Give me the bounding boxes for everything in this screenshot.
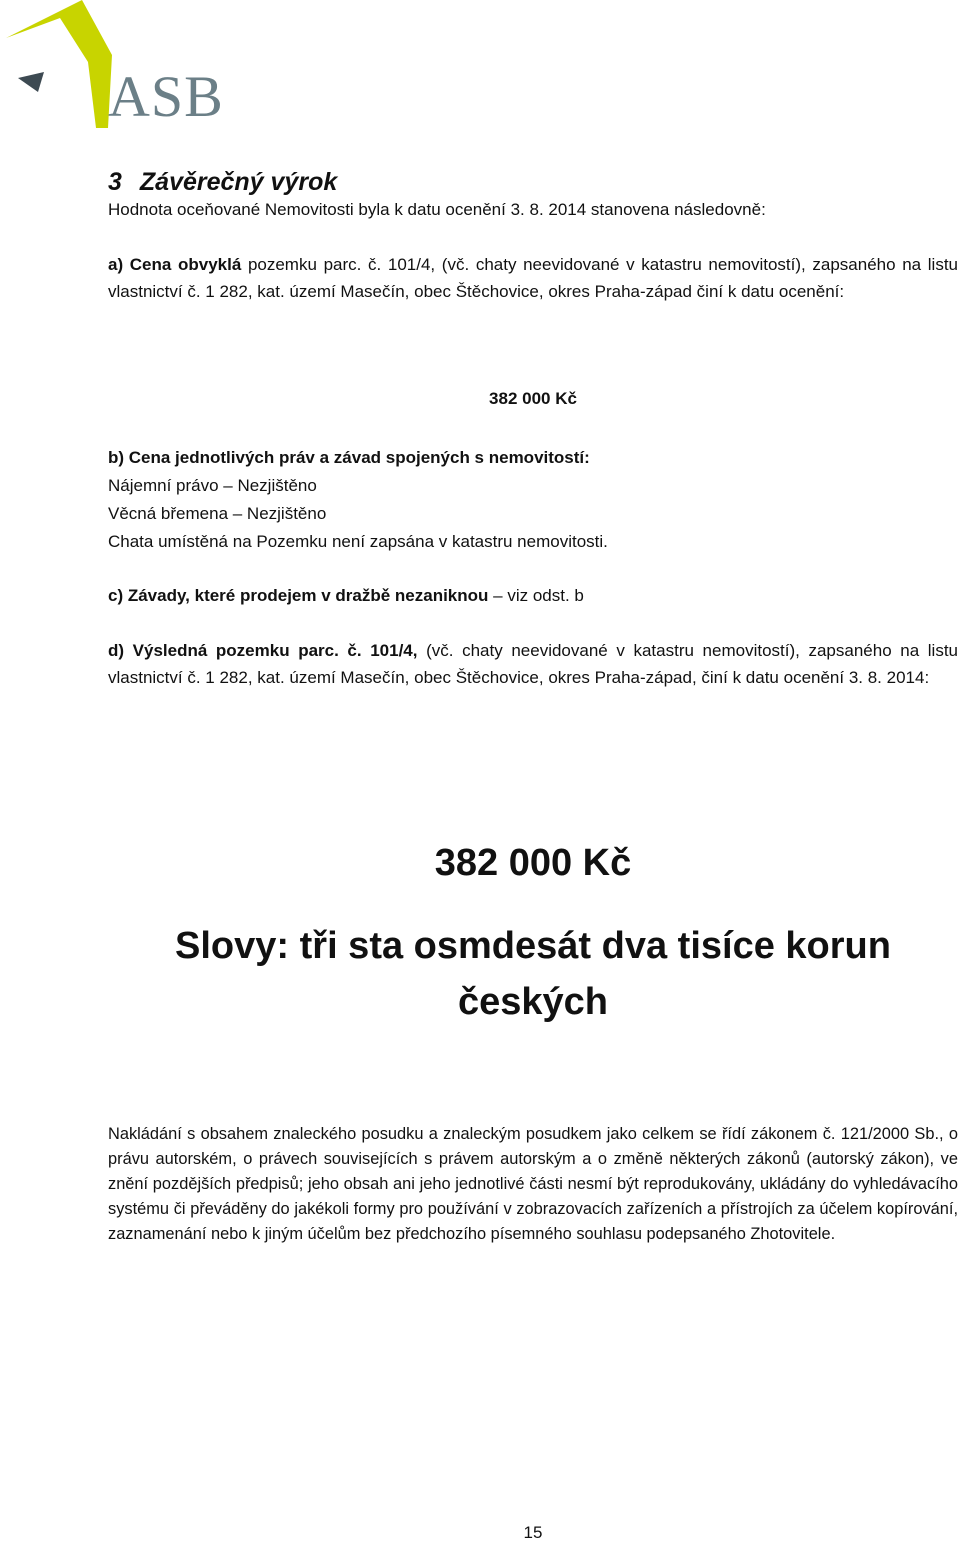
paragraph-b-line-2: Věcná břemena – Nezjištěno [108,504,327,523]
paragraph-c [108,582,958,609]
section-number: 3 [108,168,122,196]
paragraph-c-text: – viz odst. b [488,586,584,605]
price-a [108,389,958,409]
paragraph-c-label: c) Závady, které prodejem v dražbě nezaniknou [108,586,489,605]
section-heading [108,166,958,198]
legal-notice-lead: Nakládání s obsahem znaleckého posudku a znaleckým posudkem jako celkem se řídí zákonem č. 121/2000 Sb. [108,1125,940,1144]
paragraph-b-heading: b) Cena jednotlivých práv a závad spojených s nemovitostí: [108,448,590,467]
section-intro: Hodnota oceňované Nemovitosti byla k datu ocenění 3. 8. 2014 stanovena následovně: [108,200,766,219]
paragraph-d-label: d) Výsledná pozemku parc. č. 101/4, [108,641,418,660]
paragraph-d [108,637,958,691]
logo-wordmark: ASB [108,64,224,129]
section-title: Závěrečný výrok [139,168,338,196]
final-price-in-words: Slovy: tři sta osmdesát dva tisíce korun českých [175,925,891,1023]
final-price: 382 000 Kč [434,842,632,884]
legal-notice [108,1122,958,1247]
paragraph-b-line-3: Chata umístěná na Pozemku není zapsána v katastru nemovitosti. [108,532,608,551]
price-a-value: 382 000 Kč [489,389,577,408]
paragraph-a-text: pozemku parc. č. 101/4, (vč. chaty neevidované v katastru nemovitostí), zapsaného na listu vlastnictví č. 1 282, kat. území Masečín, obec Štěchovice, okres Praha-západ činí k datu ocenění: [108,255,958,301]
paragraph-d-text: (vč. chaty neevidované v katastru nemovitostí), zapsaného na listu vlastnictví č. 1 282, kat. území Masečín, obec Štěchovice, okres Praha-západ, činí k datu ocenění 3. 8. 2014: [108,641,959,687]
paragraph-a-label: a) Cena obvyklá [108,255,242,274]
legal-notice-rest: , o právu autorském, o právech souvisejících s právem autorským a o změně některých zákonů (autorský zákon), ve znění pozdějších předpisů; jeho obsah ani jeho jednotlivé části nesmí být reprodukovány, ukládány do vyhledávacího systému či převáděny do jakékoli formy pro používání v zobrazovacích zařízeních a přístrojích za účelem kopírování, zaznamenání nebo k jiným účelům bez předchozího písemného souhlasu podepsaného Zhotovitele. [108,1125,958,1244]
asb-logo [0,0,250,130]
paragraph-b-line-1: Nájemní právo – Nezjištěno [108,476,317,495]
paragraph-a [108,251,958,305]
page-number: 15 [523,1523,543,1542]
